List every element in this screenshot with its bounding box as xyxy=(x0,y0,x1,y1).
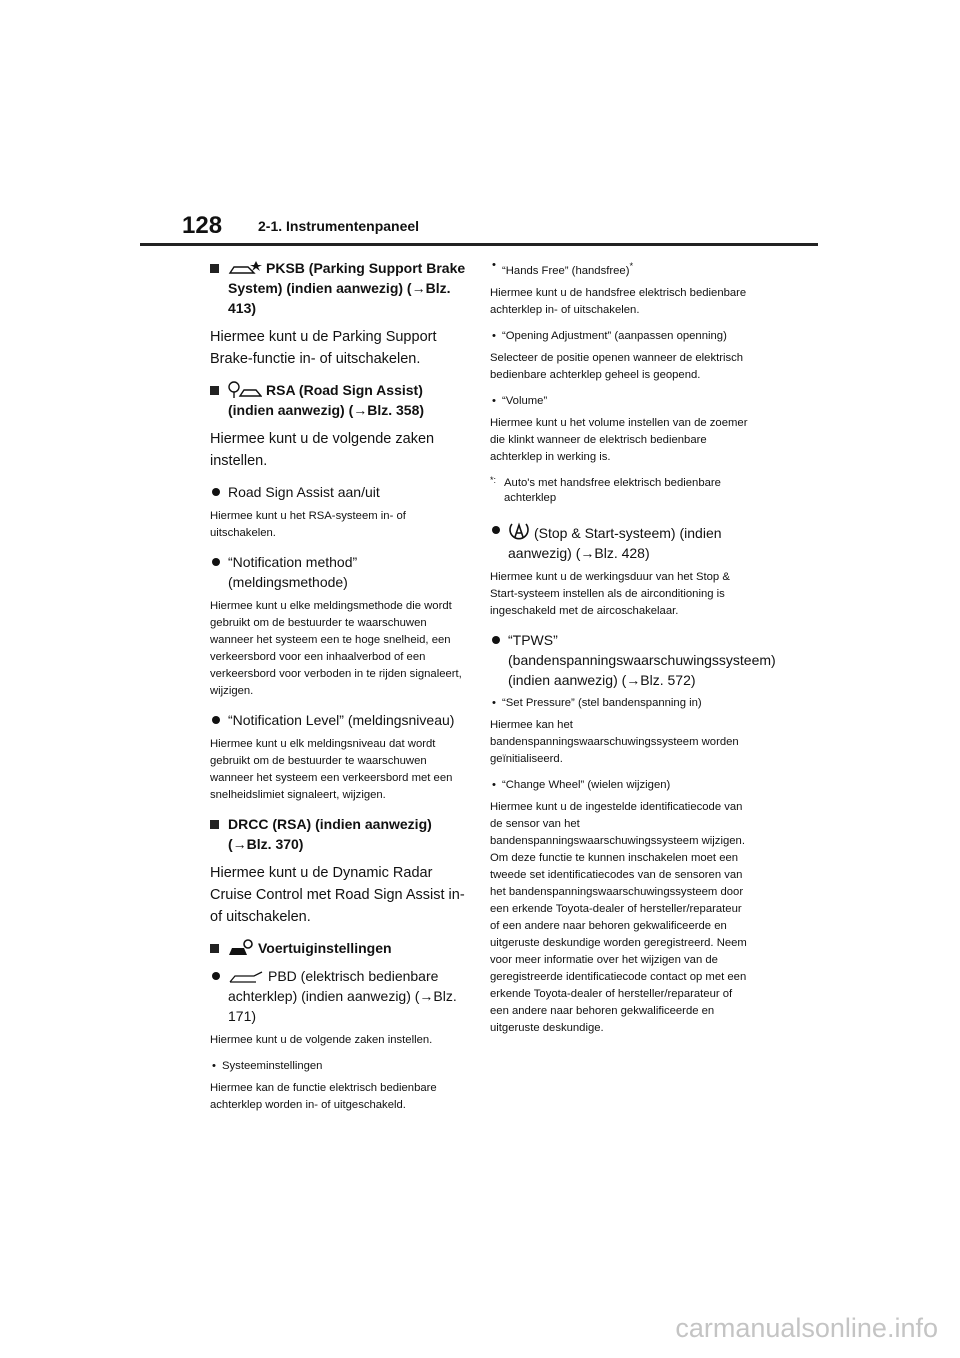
bullet-icon xyxy=(212,972,220,980)
drcc-heading: DRCC (RSA) (indien aanwezig) (→Blz. 370) xyxy=(210,814,468,854)
bullet-icon xyxy=(492,636,500,644)
square-bullet-icon xyxy=(210,944,219,953)
pksb-text: Hiermee kunt u de Parking Support Brake-functie in- of uitschakelen. xyxy=(210,329,437,367)
tpws-heading: “TPWS” (bandenspanningswaarschuwingssysteem) (indien aanwezig) (→Blz. 572) xyxy=(490,630,748,690)
opening-adjustment-text: Selecteer de positie openen wanneer de elektrisch bedienbare achterklep geheel is geopend. xyxy=(490,351,744,381)
set-pressure-item: • “Set Pressure” (stel bandenspanning in) xyxy=(492,696,702,709)
stop-start-icon xyxy=(508,520,530,542)
rsa-onoff-heading: Road Sign Assist aan/uit xyxy=(210,482,468,502)
road-sign-car-icon xyxy=(228,381,262,399)
back-door-icon xyxy=(228,969,264,985)
system-settings-text: Hiermee kan de functie elektrisch bedienbare achterklep worden in- of uitgeschakeld. xyxy=(210,1082,437,1111)
change-wheel-text: Hiermee kunt u de ingestelde identificatiecode van de sensor van het bandenspanningswaarschuwingssysteem wijzigen. Om deze functie te kunnen inschakelen moet een tweede set identificatiecodes van de sensoren van het bandenspanningswaarschuwingssysteem door een erkende Toyota-dealer of hersteller/reparateur of een andere naar behoren gekwalificeerde en uitgeruste deskundige worden geregistreerd. Neem voor meer informatie over het wijzigen van de geregistreerde identificatiecode contact op met een erkende Toyota-dealer of hersteller/reparateur of een andere naar behoren gekwalificeerde en uitgeruste deskundige. xyxy=(490,800,747,1034)
bullet-icon xyxy=(212,716,220,724)
notification-method-text: Hiermee kunt u elke meldingsmethode die wordt gebruikt om de bestuurder te waarschuwen wanneer het systeem een te hoge snelheid, een verkeersbord voor een inhaalverbod of een verkeersbord voor verboden in te rijden signaleert, wijzigen. xyxy=(210,600,462,697)
rsa-onoff-text: Hiermee kunt u het RSA-systeem in- of uitschakelen. xyxy=(210,510,406,539)
volume-text: Hiermee kunt u het volume instellen van de zoemer die klinkt wanneer de elektrisch bedienbare achterklep in werking is. xyxy=(490,416,748,463)
section-title: 2-1. Instrumentenpaneel xyxy=(258,218,420,234)
set-pressure-text: Hiermee kan het bandenspanningswaarschuwingssysteem worden geïnitialiseerd. xyxy=(490,718,739,765)
pksb-heading: PKSB (Parking Support Brake System) (indien aanwezig) (→Blz. 413) xyxy=(210,258,468,318)
vehicle-settings-heading: Voertuiginstellingen xyxy=(210,938,468,958)
bullet-icon xyxy=(492,526,500,534)
stop-start-heading: (Stop & Start-systeem) (indien aanwezig) (→Blz. 428) xyxy=(490,520,748,563)
bullet-icon xyxy=(212,558,220,566)
square-bullet-icon xyxy=(210,386,219,395)
watermark: carmanualsonline.info xyxy=(675,1313,938,1343)
car-brake-icon xyxy=(228,259,262,277)
hands-free-item: • “Hands Free” (handsfree)* xyxy=(492,259,634,277)
volume-item: • “Volume” xyxy=(492,394,548,407)
change-wheel-item: • “Change Wheel” (wielen wijzigen) xyxy=(492,778,671,791)
pbd-text: Hiermee kunt u de volgende zaken instellen. xyxy=(210,1034,433,1046)
pbd-heading: PBD (elektrisch bedienbare achterklep) (indien aanwezig) (→Blz. 171) xyxy=(210,966,468,1026)
header-rule xyxy=(140,243,818,246)
notification-method-heading: “Notification method” (meldingsmethode) xyxy=(210,552,468,592)
hands-free-text: Hiermee kunt u de handsfree elektrisch bedienbare achterklep in- of uitschakelen. xyxy=(490,286,747,316)
page-number: 128 xyxy=(182,212,223,239)
car-gear-icon xyxy=(228,939,254,957)
square-bullet-icon xyxy=(210,264,219,273)
drcc-text: Hiermee kunt u de Dynamic Radar Cruise Control met Road Sign Assist in- of uitschakelen. xyxy=(210,865,465,925)
left-column xyxy=(210,258,468,1124)
rsa-heading: RSA (Road Sign Assist) (indien aanwezig) (→Blz. 358) xyxy=(210,380,468,420)
right-column xyxy=(490,258,776,1047)
footnote: *: Auto's met handsfree elektrisch bedienbare achterklep xyxy=(490,474,721,504)
opening-adjustment-item: • “Opening Adjustment” (aanpassen openning) xyxy=(492,329,727,342)
notification-level-text: Hiermee kunt u elk meldingsniveau dat wordt gebruikt om de bestuurder te waarschuwen wanneer het systeem een verkeersbord met een snelheidslimiet signaleert, wijzigen. xyxy=(210,738,453,801)
rsa-text: Hiermee kunt u de volgende zaken instellen. xyxy=(210,431,435,469)
square-bullet-icon xyxy=(210,820,219,829)
notification-level-heading: “Notification Level” (meldingsniveau) xyxy=(210,710,468,730)
system-settings-item: • Systeeminstellingen xyxy=(212,1060,323,1072)
bullet-icon xyxy=(212,488,220,496)
stop-start-text: Hiermee kunt u de werkingsduur van het Stop & Start-systeem instellen als de airconditioning is ingeschakeld met de aircoschakelaar. xyxy=(490,570,730,617)
